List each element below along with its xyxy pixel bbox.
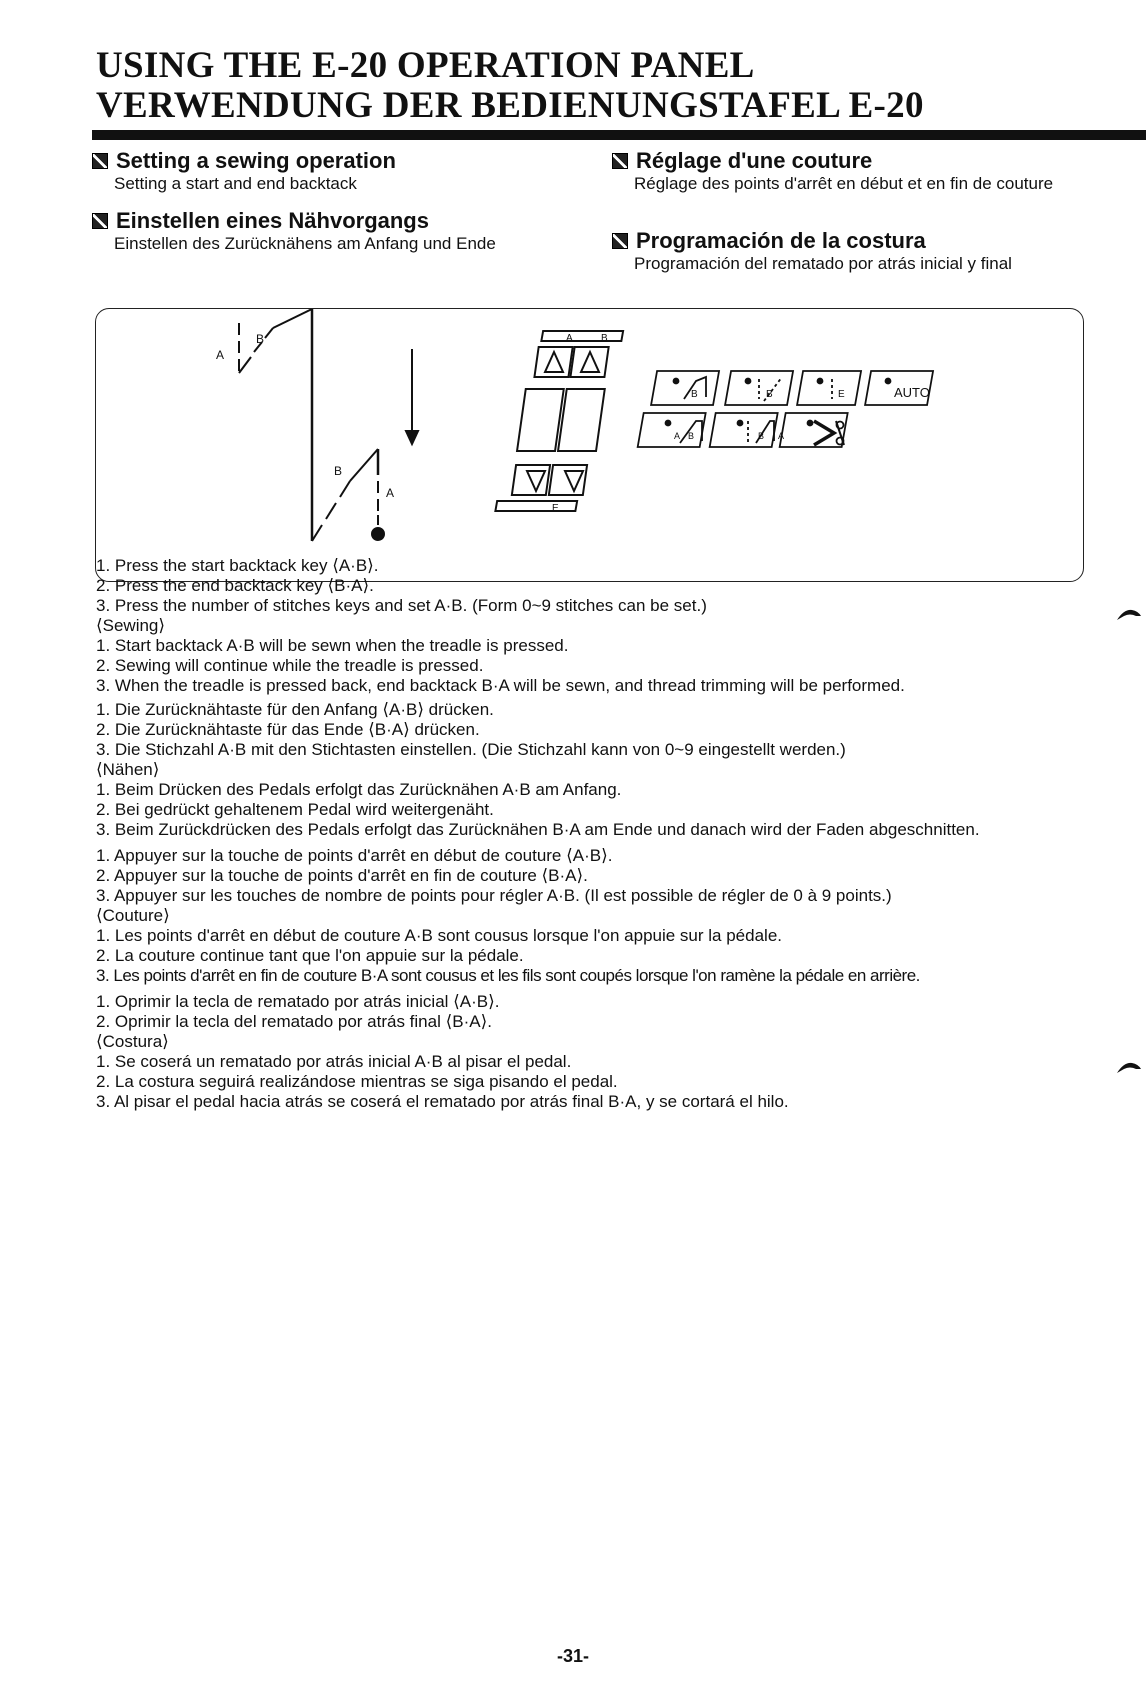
bullet-icon bbox=[92, 153, 108, 169]
stitch-path-diagram bbox=[216, 309, 418, 541]
title-rule bbox=[92, 130, 1146, 140]
up-key-b[interactable] bbox=[570, 347, 608, 377]
margin-mark bbox=[1116, 1060, 1142, 1074]
svg-text:A: A bbox=[778, 431, 785, 441]
label-a: A bbox=[216, 348, 225, 362]
instruction-line: 3. Appuyer sur les touches de nombre de points pour régler A·B. (Il est possible de régler de 0 à 9 points.) bbox=[96, 886, 892, 905]
instruction-line: 1. Appuyer sur la touche de points d'arrêt en début de couture ⟨A·B⟩. bbox=[96, 846, 613, 865]
svg-text:A: A bbox=[674, 431, 681, 441]
margin-mark bbox=[1116, 607, 1142, 621]
end-backtack-b-key[interactable] bbox=[725, 371, 793, 405]
instruction-line: ⟨Couture⟩ bbox=[96, 906, 170, 925]
section-en bbox=[92, 148, 572, 194]
auto-key[interactable] bbox=[865, 371, 933, 405]
e-key[interactable] bbox=[797, 371, 861, 405]
instruction-line: 2. La costura seguirá realizándose mientras se siga pisando el pedal. bbox=[96, 1072, 618, 1091]
instruction-line: 1. Press the start backtack key ⟨A·B⟩. bbox=[96, 556, 379, 575]
page-title bbox=[96, 46, 924, 126]
svg-text:B: B bbox=[758, 431, 765, 441]
instruction-line: 3. Les points d'arrêt en fin de couture B·A sont cousus et les fils sont coupés lorsque l'on ramène la pédale en arrière. bbox=[96, 966, 920, 985]
instruction-line: 2. Oprimir la tecla del rematado por atrás final ⟨B·A⟩. bbox=[96, 1012, 492, 1031]
section-fr bbox=[612, 148, 1086, 194]
instruction-line: 2. Die Zurücknähtaste für das Ende ⟨B·A⟩ drücken. bbox=[96, 720, 480, 739]
section-en-sub: Setting a start and end backtack bbox=[114, 174, 357, 193]
section-en-heading: Setting a sewing operation bbox=[92, 148, 572, 174]
page-number: -31- bbox=[556, 1646, 589, 1666]
instructions-es bbox=[96, 992, 789, 1112]
section-es bbox=[612, 228, 1086, 274]
bullet-icon bbox=[612, 153, 628, 169]
operation-panel-figure bbox=[95, 308, 1084, 582]
section-de bbox=[92, 208, 572, 254]
figure-drawing bbox=[96, 309, 1086, 584]
instruction-line: 3. When the treadle is pressed back, end backtack B·A will be sewn, and thread trimming will be performed. bbox=[96, 676, 905, 695]
instruction-line: 1. Beim Drücken des Pedals erfolgt das Zurücknähen A·B am Anfang. bbox=[96, 780, 622, 799]
instruction-line: 1. Les points d'arrêt en début de couture A·B sont cousus lorsque l'on appuie sur la pédale. bbox=[96, 926, 782, 945]
instruction-line: 3. Press the number of stitches keys and set A·B. (Form 0~9 stitches can be set.) bbox=[96, 596, 707, 615]
instructions-de bbox=[96, 700, 980, 840]
instruction-line: ⟨Nähen⟩ bbox=[96, 760, 160, 779]
instruction-line: 2. Sewing will continue while the treadle is pressed. bbox=[96, 656, 484, 675]
bullet-icon bbox=[612, 233, 628, 249]
panel-label-a: A bbox=[566, 333, 573, 344]
digit-display-a bbox=[517, 389, 564, 451]
instructions-fr bbox=[96, 846, 920, 986]
instruction-line: 3. Al pisar el pedal hacia atrás se coserá el rematado por atrás final B·A, y se cortará el hilo. bbox=[96, 1092, 789, 1111]
section-de-sub: Einstellen des Zurücknähens am Anfang und Ende bbox=[114, 234, 496, 253]
instruction-line: 2. La couture continue tant que l'on appuie sur la pédale. bbox=[96, 946, 524, 965]
svg-text:E: E bbox=[838, 389, 845, 400]
instruction-line: ⟨Sewing⟩ bbox=[96, 616, 166, 635]
instruction-line: 1. Start backtack A·B will be sewn when the treadle is pressed. bbox=[96, 636, 569, 655]
bullet-icon bbox=[92, 213, 108, 229]
instruction-line: 2. Appuyer sur la touche de points d'arrêt en fin de couture ⟨B·A⟩. bbox=[96, 866, 588, 885]
thread-trim-key[interactable] bbox=[780, 413, 848, 447]
label-b: B bbox=[256, 332, 265, 346]
svg-text:B: B bbox=[691, 389, 698, 400]
up-key-a[interactable] bbox=[534, 347, 572, 377]
instruction-line: 2. Bei gedrückt gehaltenem Pedal wird weitergenäht. bbox=[96, 800, 494, 819]
label-a-lower: A bbox=[386, 486, 395, 500]
section-es-heading: Programación de la costura bbox=[612, 228, 1086, 254]
svg-text:B: B bbox=[688, 431, 695, 441]
start-end-backtack-key[interactable] bbox=[710, 413, 784, 447]
instruction-line: 2. Press the end backtack key ⟨B·A⟩. bbox=[96, 576, 374, 595]
section-fr-sub: Réglage des points d'arrêt en début et en fin de couture bbox=[634, 174, 1054, 193]
instruction-line: 1. Se coserá un rematado por atrás inicial A·B al pisar el pedal. bbox=[96, 1052, 572, 1071]
start-backtack-key[interactable] bbox=[638, 413, 706, 447]
instruction-line: 1. Die Zurücknähtaste für den Anfang ⟨A·B⟩ drücken. bbox=[96, 700, 494, 719]
instructions-en bbox=[96, 556, 905, 696]
digit-display-b bbox=[558, 389, 605, 451]
title-english: USING THE E-20 OPERATION PANEL bbox=[96, 45, 755, 86]
instruction-line: ⟨Costura⟩ bbox=[96, 1032, 169, 1051]
panel-label-b: B bbox=[601, 333, 608, 344]
instruction-line: 3. Beim Zurückdrücken des Pedals erfolgt das Zurücknähen B·A am Ende und danach wird der Faden abgeschnitten. bbox=[96, 820, 980, 839]
end-backtack-key[interactable] bbox=[651, 371, 719, 405]
down-key-a[interactable] bbox=[512, 465, 550, 495]
instruction-line: 1. Oprimir la tecla de rematado por atrás inicial ⟨A·B⟩. bbox=[96, 992, 500, 1011]
section-fr-heading: Réglage d'une couture bbox=[612, 148, 1086, 174]
section-es-sub: Programación del rematado por atrás inicial y final bbox=[634, 254, 1012, 273]
svg-text:B: B bbox=[766, 389, 773, 400]
title-german: VERWENDUNG DER BEDIENUNGSTAFEL E-20 bbox=[96, 85, 924, 126]
panel-display bbox=[495, 331, 623, 514]
label-b-lower: B bbox=[334, 464, 343, 478]
function-keys bbox=[638, 371, 933, 447]
down-key-b[interactable] bbox=[549, 465, 587, 495]
svg-text:AUTO: AUTO bbox=[894, 385, 930, 400]
instruction-line: 3. Die Stichzahl A·B mit den Stichtasten einstellen. (Die Stichzahl kann von 0~9 eingestellt werden.) bbox=[96, 740, 846, 759]
panel-label-e: E bbox=[552, 503, 559, 514]
section-de-heading: Einstellen eines Nähvorgangs bbox=[92, 208, 572, 234]
